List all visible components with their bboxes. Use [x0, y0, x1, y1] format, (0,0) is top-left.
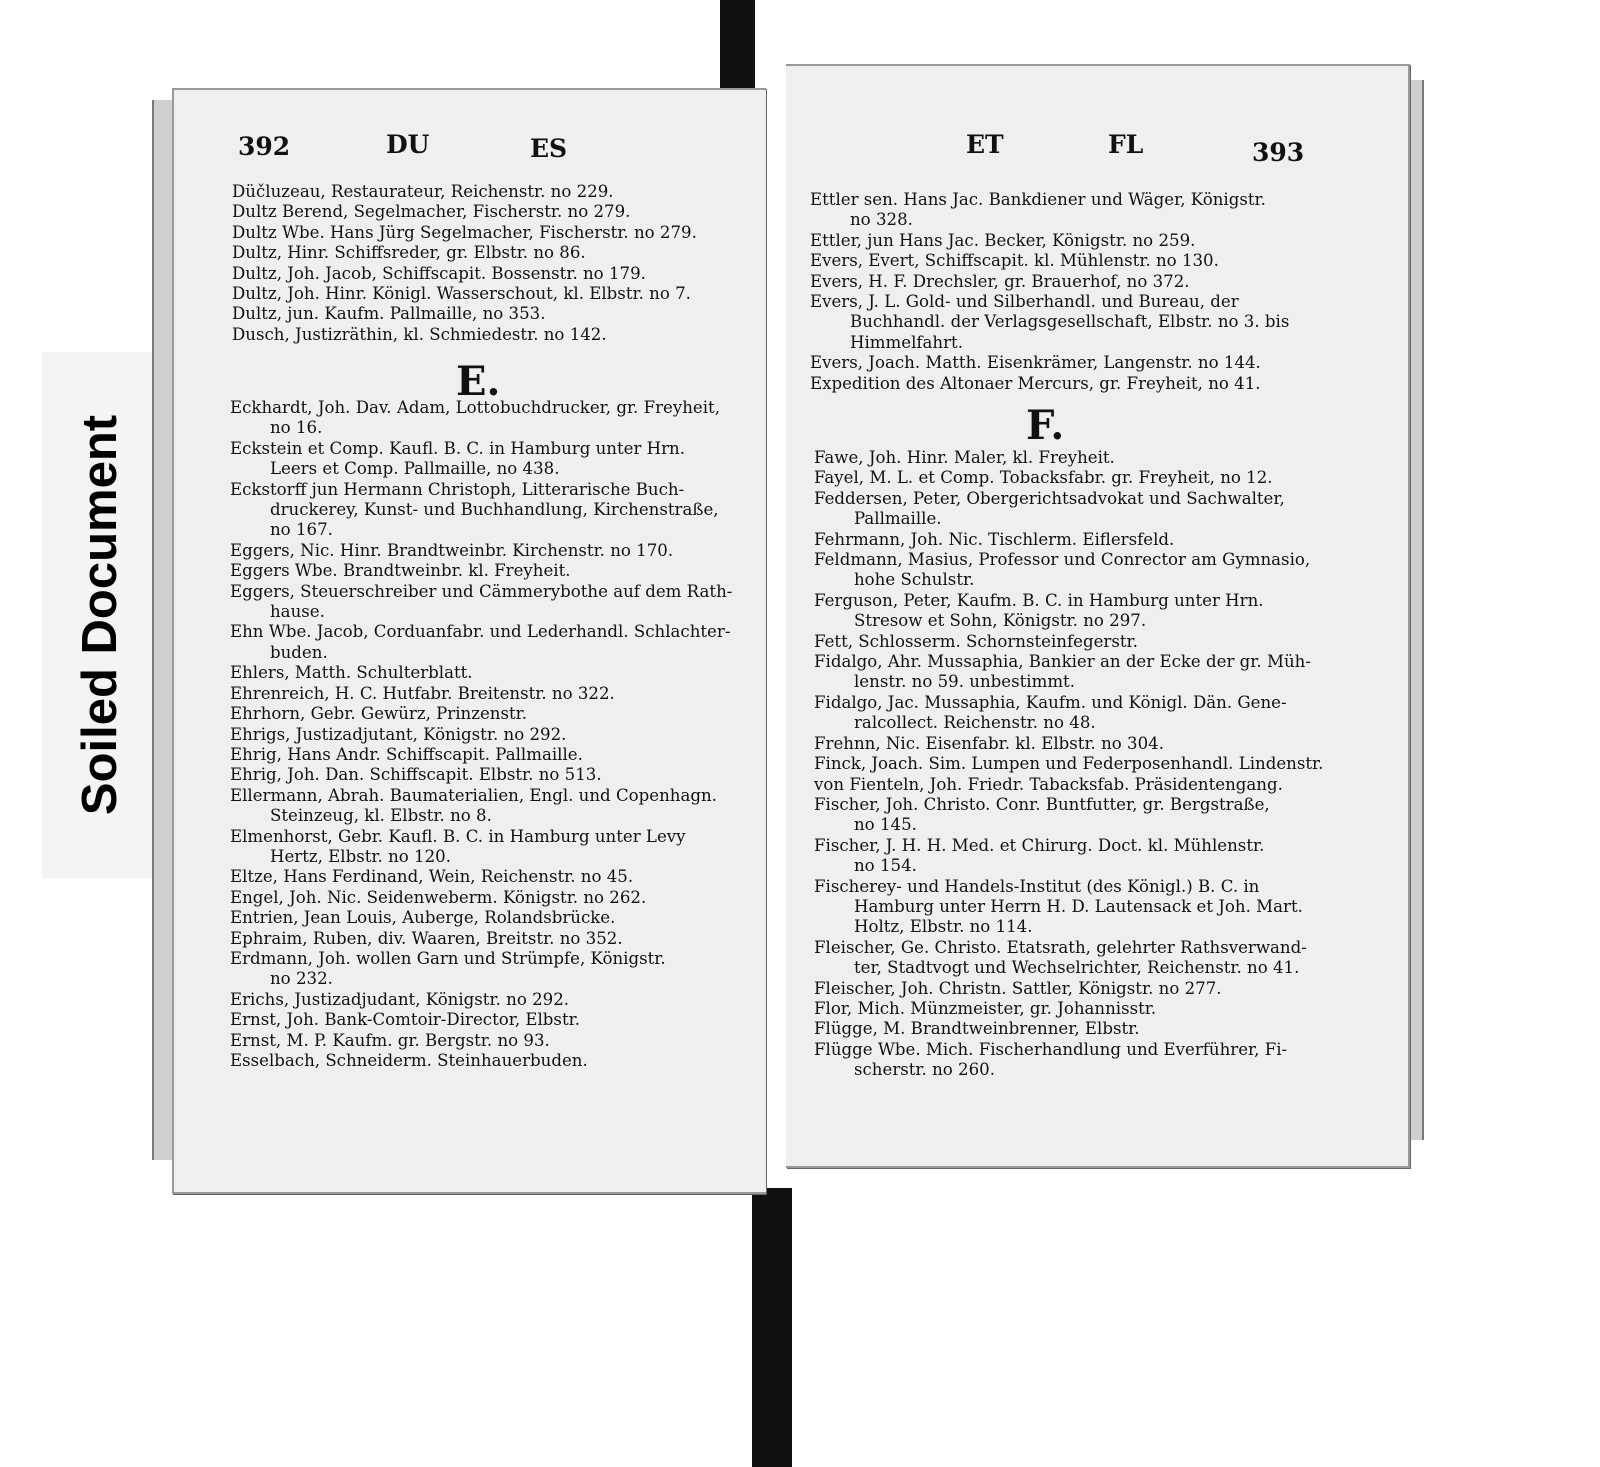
right-entries-f — [814, 448, 1323, 1081]
entry-continuation-line: hause. — [270, 602, 325, 622]
directory-entry — [230, 949, 732, 990]
directory-entry — [230, 582, 732, 623]
entry-line: Ehlers, Matth. Schulterblatt. — [230, 663, 473, 683]
entry-line: Esselbach, Schneiderm. Steinhauerbuden. — [230, 1051, 588, 1070]
directory-entry — [814, 693, 1323, 734]
entry-continuation-line: buden. — [270, 642, 328, 662]
entry-line: Eckstorff jun Hermann Christoph, Litterarische Buch- — [230, 479, 685, 499]
entry-line: Ernst, M. P. Kaufm. gr. Bergstr. no 93. — [230, 1030, 550, 1050]
entry-line: Dultz, jun. Kaufm. Pallmaille, no 353. — [232, 304, 546, 324]
entry-line: Düčluzeau, Restaurateur, Reichenstr. no 229. — [232, 182, 614, 201]
directory-entry — [814, 550, 1323, 591]
entry-line: Eggers, Steuerschreiber und Cämmerybothe auf dem Rath- — [230, 581, 733, 601]
directory-entry — [814, 530, 1323, 550]
directory-entry — [810, 231, 1289, 251]
entry-line: Fleischer, Joh. Christn. Sattler, Königstr. no 277. — [814, 978, 1222, 998]
directory-entry — [230, 663, 732, 683]
entry-continuation-line: Himmelfahrt. — [850, 332, 963, 352]
directory-entry — [810, 251, 1289, 271]
left-section-letter: E. — [456, 358, 501, 405]
directory-entry — [814, 1019, 1323, 1039]
entry-line: Ellermann, Abrah. Baumaterialien, Engl. und Copenhagn. — [230, 785, 717, 805]
directory-entry — [230, 1031, 732, 1051]
entry-continuation-line: Hertz, Elbstr. no 120. — [270, 846, 451, 866]
left-page-number: 392 — [238, 132, 291, 161]
directory-entry — [814, 836, 1323, 877]
entry-line: Ettler, jun Hans Jac. Becker, Königstr. no 259. — [810, 230, 1196, 250]
directory-entry — [810, 272, 1289, 292]
entry-line: Ferguson, Peter, Kaufm. B. C. in Hamburg unter Hrn. — [814, 590, 1264, 610]
entry-continuation-line: hohe Schulstr. — [854, 570, 975, 590]
directory-entry — [814, 877, 1323, 938]
entry-line: Fischerey- und Handels-Institut (des Königl.) B. C. in — [814, 876, 1260, 896]
left-entries-e — [230, 398, 732, 1071]
right-page-number: 393 — [1252, 138, 1305, 167]
entry-continuation-line: no 167. — [270, 520, 333, 540]
entry-line: Flügge Wbe. Mich. Fischerhandlung und Everführer, Fi- — [814, 1039, 1288, 1059]
entry-line: Eckhardt, Joh. Dav. Adam, Lottobuchdrucker, gr. Freyheit, — [230, 398, 720, 417]
entry-line: Erdmann, Joh. wollen Garn und Strümpfe, Königstr. — [230, 948, 666, 968]
entry-line: Fidalgo, Jac. Mussaphia, Kaufm. und Königl. Dän. Gene- — [814, 692, 1287, 712]
entry-line: Ettler sen. Hans Jac. Bankdiener und Wäger, Königstr. — [810, 190, 1266, 209]
directory-entry — [230, 398, 732, 439]
entry-line: Dultz, Joh. Hinr. Königl. Wasserschout, kl. Elbstr. no 7. — [232, 284, 691, 304]
directory-entry — [230, 827, 732, 868]
entry-line: Dultz, Hinr. Schiffsreder, gr. Elbstr. no 86. — [232, 243, 586, 263]
entry-line: Dultz, Joh. Jacob, Schiffscapit. Bossenstr. no 179. — [232, 263, 646, 283]
entry-line: Fischer, J. H. H. Med. et Chirurg. Doct. kl. Mühlenstr. — [814, 835, 1265, 855]
directory-entry — [814, 489, 1323, 530]
entry-line: Fehrmann, Joh. Nic. Tischlerm. Eiflersfeld. — [814, 529, 1175, 549]
directory-entry — [810, 374, 1289, 394]
directory-entry — [230, 480, 732, 541]
directory-entry — [814, 979, 1323, 999]
entry-continuation-line: druckerey, Kunst- und Buchhandlung, Kirchenstraße, — [270, 500, 719, 520]
entry-line: Ehrig, Hans Andr. Schiffscapit. Pallmaille. — [230, 744, 583, 764]
entry-line: Evers, H. F. Drechsler, gr. Brauerhof, no 372. — [810, 271, 1190, 291]
directory-entry — [814, 448, 1323, 468]
binding-strap-top — [720, 0, 755, 92]
directory-entry — [230, 561, 732, 581]
directory-entry — [810, 190, 1289, 231]
directory-entry — [230, 888, 732, 908]
entry-continuation-line: no 232. — [270, 969, 333, 989]
entry-continuation-line: ralcollect. Reichenstr. no 48. — [854, 713, 1096, 733]
entry-line: Dultz Wbe. Hans Jürg Segelmacher, Fischerstr. no 279. — [232, 222, 697, 242]
entry-line: Fleischer, Ge. Christo. Etatsrath, gelehrter Rathsverwand- — [814, 937, 1307, 957]
directory-entry — [230, 439, 732, 480]
entry-line: Ehrhorn, Gebr. Gewürz, Prinzenstr. — [230, 704, 528, 724]
entry-continuation-line: no 16. — [270, 418, 323, 438]
entry-line: Fayel, M. L. et Comp. Tobacksfabr. gr. Freyheit, no 12. — [814, 468, 1273, 488]
entry-line: Finck, Joach. Sim. Lumpen und Federposenhandl. Lindenstr. — [814, 754, 1324, 774]
directory-entry — [810, 292, 1289, 353]
directory-entry — [814, 795, 1323, 836]
directory-entry — [230, 1051, 732, 1071]
left-page-edge — [152, 100, 174, 1160]
right-running-head-end: FL — [1108, 130, 1144, 159]
entry-continuation-line: no 154. — [854, 856, 917, 876]
entry-continuation-line: lenstr. no 59. unbestimmt. — [854, 672, 1075, 692]
directory-entry — [232, 202, 697, 222]
directory-entry — [230, 765, 732, 785]
directory-entry — [814, 734, 1323, 754]
entry-line: Fischer, Joh. Christo. Conr. Buntfutter, gr. Bergstraße, — [814, 794, 1270, 814]
entry-line: Engel, Joh. Nic. Seidenweberm. Königstr. no 262. — [230, 887, 647, 907]
directory-entry — [232, 264, 697, 284]
left-entries-d — [232, 182, 697, 345]
directory-entry — [814, 1040, 1323, 1081]
entry-line: Eggers Wbe. Brandtweinbr. kl. Freyheit. — [230, 561, 571, 581]
entry-line: Flor, Mich. Münzmeister, gr. Johannisstr. — [814, 998, 1157, 1018]
entry-line: Feddersen, Peter, Obergerichtsadvokat und Sachwalter, — [814, 488, 1285, 508]
entry-line: Frehnn, Nic. Eisenfabr. kl. Elbstr. no 304. — [814, 733, 1164, 753]
directory-entry — [232, 243, 697, 263]
directory-entry — [232, 304, 697, 324]
directory-entry — [814, 632, 1323, 652]
entry-continuation-line: Holtz, Elbstr. no 114. — [854, 917, 1033, 937]
entry-line: Erichs, Justizadjudant, Königstr. no 292. — [230, 989, 570, 1009]
stamp-label: Soiled Document — [73, 414, 127, 816]
entry-continuation-line: Leers et Comp. Pallmaille, no 438. — [270, 459, 560, 479]
directory-entry — [814, 591, 1323, 632]
left-running-head-start: DU — [386, 130, 430, 159]
binding-strap-bottom — [752, 1188, 792, 1467]
right-page — [786, 64, 1410, 1168]
directory-entry — [810, 353, 1289, 373]
left-running-head-end: ES — [530, 134, 568, 163]
entry-line: Evers, J. L. Gold- und Silberhandl. und Bureau, der — [810, 292, 1239, 312]
entry-line: Fett, Schlosserm. Schornsteinfegerstr. — [814, 631, 1138, 651]
directory-entry — [814, 652, 1323, 693]
directory-entry — [230, 704, 732, 724]
entry-continuation-line: Stresow et Sohn, Königstr. no 297. — [854, 611, 1147, 631]
directory-entry — [230, 990, 732, 1010]
right-entries-e — [810, 190, 1289, 394]
directory-entry — [230, 745, 732, 765]
directory-entry — [232, 284, 697, 304]
directory-entry — [230, 1010, 732, 1030]
directory-entry — [814, 468, 1323, 488]
directory-entry — [814, 775, 1323, 795]
directory-entry — [230, 541, 732, 561]
entry-line: Fidalgo, Ahr. Mussaphia, Bankier an der Ecke der gr. Müh- — [814, 652, 1311, 672]
entry-continuation-line: ter, Stadtvogt und Wechselrichter, Reichenstr. no 41. — [854, 958, 1300, 978]
entry-line: von Fienteln, Joh. Friedr. Tabacksfab. Präsidentengang. — [814, 774, 1283, 794]
entry-continuation-line: scherstr. no 260. — [854, 1060, 995, 1080]
entry-line: Ehrig, Joh. Dan. Schiffscapit. Elbstr. no 513. — [230, 765, 602, 785]
entry-continuation-line: no 145. — [854, 815, 917, 835]
entry-line: Elmenhorst, Gebr. Kaufl. B. C. in Hamburg unter Levy — [230, 826, 686, 846]
entry-line: Ehn Wbe. Jacob, Corduanfabr. und Lederhandl. Schlachter- — [230, 622, 731, 642]
directory-entry — [230, 786, 732, 827]
directory-entry — [814, 938, 1323, 979]
directory-entry — [230, 684, 732, 704]
entry-line: Entrien, Jean Louis, Auberge, Rolandsbrücke. — [230, 908, 616, 928]
directory-entry — [232, 223, 697, 243]
directory-entry — [232, 325, 697, 345]
right-running-head-start: ET — [966, 130, 1004, 159]
entry-continuation-line: Buchhandl. der Verlagsgesellschaft, Elbstr. no 3. bis — [850, 312, 1290, 332]
entry-line: Dultz Berend, Segelmacher, Fischerstr. no 279. — [232, 202, 631, 222]
right-section-letter: F. — [1026, 402, 1065, 449]
entry-continuation-line: Pallmaille. — [854, 509, 942, 529]
entry-line: Ernst, Joh. Bank-Comtoir-Director, Elbstr. — [230, 1010, 580, 1030]
entry-line: Eggers, Nic. Hinr. Brandtweinbr. Kirchenstr. no 170. — [230, 540, 674, 560]
directory-entry — [232, 182, 697, 202]
entry-continuation-line: no 328. — [850, 210, 913, 230]
directory-entry — [230, 867, 732, 887]
directory-entry — [230, 908, 732, 928]
right-page-edge — [1408, 80, 1424, 1140]
left-page — [172, 88, 766, 1194]
entry-line: Evers, Joach. Matth. Eisenkrämer, Langenstr. no 144. — [810, 353, 1261, 373]
directory-entry — [814, 999, 1323, 1019]
directory-entry — [230, 929, 732, 949]
entry-line: Eltze, Hans Ferdinand, Wein, Reichenstr. no 45. — [230, 867, 634, 887]
entry-line: Evers, Evert, Schiffscapit. kl. Mühlenstr. no 130. — [810, 251, 1219, 271]
entry-continuation-line: Steinzeug, kl. Elbstr. no 8. — [270, 806, 492, 826]
directory-entry — [814, 754, 1323, 774]
entry-line: Feldmann, Masius, Professor und Conrector am Gymnasio, — [814, 550, 1311, 570]
entry-line: Ephraim, Ruben, div. Waaren, Breitstr. no 352. — [230, 928, 623, 948]
entry-line: Ehrigs, Justizadjutant, Königstr. no 292. — [230, 724, 567, 744]
entry-line: Eckstein et Comp. Kaufl. B. C. in Hamburg unter Hrn. — [230, 438, 686, 458]
entry-line: Dusch, Justizräthin, kl. Schmiedestr. no 142. — [232, 324, 607, 344]
entry-line: Ehrenreich, H. C. Hutfabr. Breitenstr. no 322. — [230, 683, 615, 703]
entry-line: Fawe, Joh. Hinr. Maler, kl. Freyheit. — [814, 448, 1115, 467]
directory-entry — [230, 725, 732, 745]
entry-continuation-line: Hamburg unter Herrn H. D. Lautensack et Joh. Mart. — [854, 896, 1303, 916]
entry-line: Flügge, M. Brandtweinbrenner, Elbstr. — [814, 1019, 1140, 1039]
directory-entry — [230, 622, 732, 663]
entry-line: Expedition des Altonaer Mercurs, gr. Freyheit, no 41. — [810, 373, 1261, 393]
